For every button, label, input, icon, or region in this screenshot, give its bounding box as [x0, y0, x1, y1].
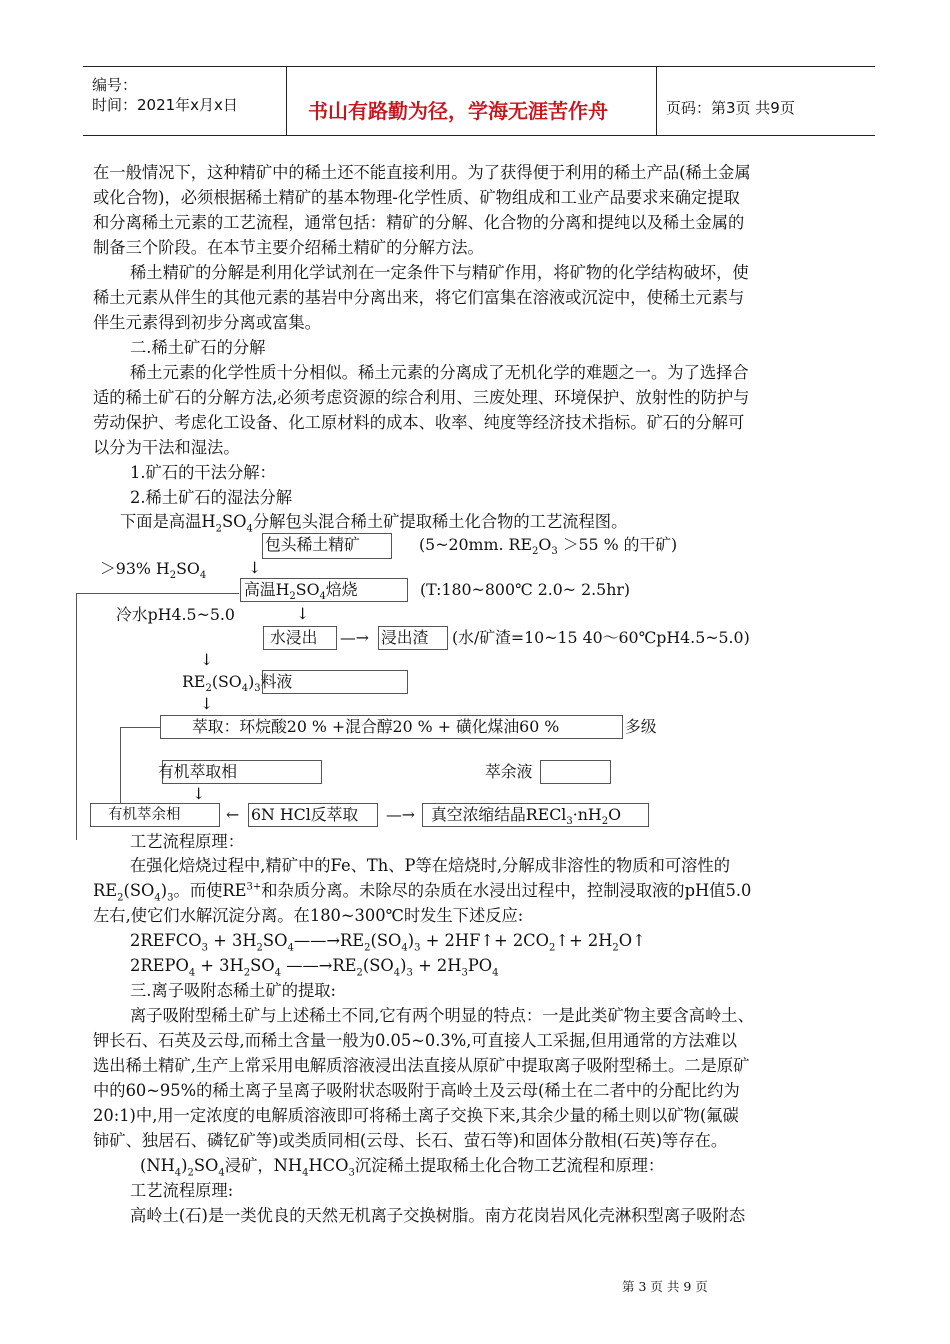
organic-residual-label: 有机萃余相: [108, 807, 181, 823]
principle-heading-2: 工艺流程原理:: [130, 1181, 234, 1200]
p2-line-2: 稀土元素从伴生的其他元素的基岩中分离出来，将它们富集在溶液或沉淀中，使稀土元素与: [93, 288, 745, 307]
p4-line-2: $RE_2(SO_4)_3$。而使$RE^{3+}$和杂质分离。未除尽的杂质在水浸出过程中，控制浸取液的pH值5.0: [93, 881, 752, 904]
arrow-right-2: —→: [386, 805, 416, 824]
loop-left-line: [76, 593, 77, 840]
strip-label: 6N HCl反萃取: [251, 805, 359, 824]
arrow-down-3: ↓: [200, 650, 214, 669]
arrow-left: ←: [226, 805, 240, 824]
equation-2: $2REPO_4 + 3H_2SO_4$ $——\to RE_2(SO_4)_3 + 2H_3PO_4$: [130, 956, 499, 979]
cold-water-label: 冷水pH4.5~5.0: [116, 605, 235, 624]
p3-line-4: 以分为干法和湿法。: [93, 438, 240, 457]
residue-note: (水/矿渣=10~15 40～60℃pH4.5~5.0): [452, 628, 750, 647]
heading-dry: 1.矿石的干法分解：: [130, 463, 276, 482]
header-motto: 书山有路勤为径，学海无涯苦作舟: [308, 99, 608, 123]
box-raffinate: [540, 760, 611, 784]
equation-1: $2REFCO_3$ + $3H_2SO_4——\to RE_2(SO_4)_3$ + 2HF↑+ $2CO_2↑+$ $2H_2O↑$: [130, 931, 646, 954]
recycle-left-line: [120, 727, 121, 803]
p1-line-4: 制备三个阶段。在本节主要介绍稀土精矿的分解方法。: [93, 238, 484, 257]
p5-line-6: 铈矿、独居石、磷钇矿等)或类质同相(云母、长石、萤石等)和固体分散相(石英)等存在。: [93, 1131, 728, 1150]
heading-wet: 2.稀土矿石的湿法分解: [130, 488, 293, 507]
p5-line-4: 中的60~95%的稀土离子呈离子吸附状态吸附于高岭土及云母(稀土在二者中的分配比约为: [93, 1081, 740, 1100]
header-time: 时间：2021年x月x日: [92, 96, 238, 114]
concentrate-note: (5~20mm. $RE_2O_3 >55$ % 的干矿): [419, 535, 678, 558]
p2-line-3: 伴生元素得到初步分离或富集。: [93, 313, 321, 332]
p1-line-2: 或化合物)，必须根据稀土精矿的基本物理-化学性质、矿物组成和工业产品要求来确定提取: [93, 188, 740, 207]
arrow-down-2: ↓: [296, 604, 310, 623]
arrow-down-1: ↓: [248, 558, 262, 577]
loop-top-line: [76, 593, 239, 594]
p5-line-5: 20:1)中,用一定浓度的电解质溶液即可将稀土离子交换下来,其余少量的稀土则以矿物(氟碳: [93, 1106, 739, 1125]
raffinate-label: 萃余液: [485, 762, 533, 781]
roast-note: (T:180~800℃ 2.0~ 2.5hr): [420, 580, 631, 599]
acid-label: ＞93% $H_2SO_4$: [100, 559, 207, 582]
p5-line-1: 离子吸附型稀土矿与上述稀土不同,它有两个明显的特点：一是此类矿物主要含高岭土、: [130, 1006, 754, 1025]
roast-label: 高温$H_2SO_4$焙烧: [244, 580, 358, 603]
header-divider-left: [286, 67, 287, 135]
principle-heading-1: 工艺流程原理：: [130, 832, 244, 851]
p3-line-1: 稀土元素的化学性质十分相似。稀土元素的分离成了无机化学的难题之一。为了选择合: [130, 363, 749, 382]
crystal-label: 真空浓缩结晶$RECl_3\cdot nH_2O$: [431, 805, 622, 828]
organic-phase-label: 有机萃取相: [158, 762, 237, 781]
p1-line-1: 在一般情况下，这种精矿中的稀土还不能直接利用。为了获得便于利用的稀土产品(稀土金属: [93, 163, 751, 182]
heading-three: 三.离子吸附态稀土矿的提取:: [130, 981, 337, 1000]
heading-two: 二.稀土矿石的分解: [130, 338, 266, 357]
p6-line: $(NH_4)_2SO_4$浸矿，$NH_4HCO_3$沉淀稀土提取稀土化合物工艺流程和原理：: [140, 1156, 665, 1179]
flow-intro: 下面是高温$H_2SO_4$分解包头混合稀土矿提取稀土化合物的工艺流程图。: [120, 512, 628, 535]
arrow-down-4: ↓: [200, 694, 214, 713]
residue-label: 浸出渣: [381, 628, 429, 647]
header-serial: 编号：: [92, 76, 138, 94]
p4-line-3: 左右,使它们水解沉淀分离。在180~300℃时发生下述反应:: [93, 906, 524, 925]
leach-label: 水浸出: [270, 628, 318, 647]
multistage-label: 多级: [625, 717, 657, 736]
p4-line-1: 在强化焙烧过程中,精矿中的Fe、Th、P等在焙烧时,分解成非溶性的物质和可溶性的: [130, 856, 730, 875]
concentrate-label: 包头稀土精矿: [265, 535, 360, 554]
p3-line-3: 劳动保护、考虑化工设备、化工原材料的成本、收率、纯度等经济技术指标。矿石的分解可: [93, 413, 745, 432]
header-divider-right: [656, 67, 657, 135]
feed-label: $RE_2(SO_4)_3$料液: [182, 672, 293, 695]
extract-label: 萃取：环烷酸20 % +混合醇20 % + 磺化煤油60 %: [192, 717, 560, 736]
p5-line-3: 选出稀土精矿,生产上常采用电解质溶液浸出法直接从原矿中提取离子吸附型稀土。二是原矿: [93, 1056, 750, 1075]
arrow-right-1: —→: [340, 628, 370, 647]
footer-page-number: 第 3 页 共 9 页: [622, 1279, 708, 1294]
arrow-down-5: ↓: [192, 784, 206, 803]
header-page: 页码：第3页 共9页: [666, 99, 795, 117]
p2-line-1: 稀土精矿的分解是利用化学试剂在一定条件下与精矿作用，将矿物的化学结构破坏，使: [130, 263, 749, 282]
p7-line-1: 高岭土(石)是一类优良的天然无机离子交换树脂。南方花岗岩风化壳淋积型离子吸附态: [130, 1206, 746, 1225]
recycle-top-line: [120, 727, 160, 728]
p3-line-2: 适的稀土矿石的分解方法,必须考虑资源的综合利用、三废处理、环境保护、放射性的防护与: [93, 388, 750, 407]
p1-line-3: 和分离稀土元素的工艺流程，通常包括：精矿的分解、化合物的分离和提纯以及稀土金属的: [93, 213, 745, 232]
p5-line-2: 钾长石、石英及云母,而稀土含量一般为0.05~0.3%,可直接人工采掘,但用通常的方法难以: [93, 1031, 738, 1050]
